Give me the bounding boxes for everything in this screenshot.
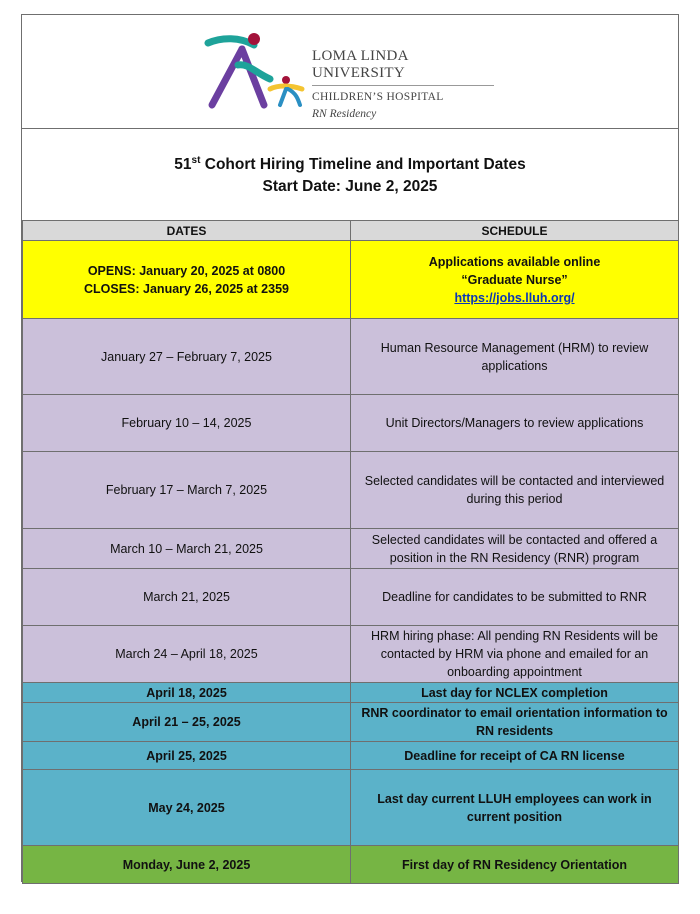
hospital-name: CHILDREN’S HOSPITAL xyxy=(312,91,444,103)
date-cell: Monday, June 2, 2025 xyxy=(23,846,351,884)
schedule-cell: Selected candidates will be contacted and interviewed during this period xyxy=(351,452,679,529)
cohort-suffix: st xyxy=(191,155,201,166)
schedule-cell: Selected candidates will be contacted and offered a position in the RN Residency (RNR) program xyxy=(351,529,679,569)
job-title: “Graduate Nurse” xyxy=(461,272,568,287)
title-line-1 xyxy=(22,155,678,174)
date-cell: March 24 – April 18, 2025 xyxy=(23,626,351,683)
title-text: Cohort Hiring Timeline and Important Dates xyxy=(200,156,526,174)
schedule-cell: RNR coordinator to email orientation information to RN residents xyxy=(351,703,679,742)
table-row xyxy=(23,529,679,569)
date-cell: May 24, 2025 xyxy=(23,770,351,846)
table-row xyxy=(23,846,679,884)
hospital-wordmark xyxy=(312,48,494,120)
table-row xyxy=(23,626,679,683)
schedule-cell: First day of RN Residency Orientation xyxy=(351,846,679,884)
date-cell: April 18, 2025 xyxy=(23,683,351,703)
table-header-row xyxy=(23,221,679,241)
schedule-cell: Last day for NCLEX completion xyxy=(351,683,679,703)
document-title xyxy=(22,128,678,221)
table-row xyxy=(23,703,679,742)
date-cell: January 27 – February 7, 2025 xyxy=(23,319,351,395)
schedule-cell: Last day current LLUH employees can work in current position xyxy=(351,770,679,846)
jobs-link[interactable]: https://jobs.lluh.org/ xyxy=(454,290,575,305)
program-name: RN Residency xyxy=(312,108,377,120)
opens-date: OPENS: January 20, 2025 at 0800 xyxy=(87,263,286,278)
dates-column-header: DATES xyxy=(23,221,351,241)
date-cell: March 21, 2025 xyxy=(23,569,351,626)
schedule-column-header: SCHEDULE xyxy=(351,221,679,241)
schedule-cell: Deadline for candidates to be submitted to RNR xyxy=(351,569,679,626)
schedule-cell xyxy=(351,241,679,319)
date-cell: February 10 – 14, 2025 xyxy=(23,395,351,452)
university-name: LOMA LINDA UNIVERSITY xyxy=(312,48,494,86)
date-cell: March 10 – March 21, 2025 xyxy=(23,529,351,569)
document-frame xyxy=(21,14,679,882)
table-row xyxy=(23,241,679,319)
date-cell xyxy=(23,241,351,319)
date-cell: April 21 – 25, 2025 xyxy=(23,703,351,742)
logo-header xyxy=(22,15,678,129)
start-date: Start Date: June 2, 2025 xyxy=(262,178,438,196)
schedule-text: Applications available online xyxy=(428,254,601,269)
schedule-cell: HRM hiring phase: All pending RN Residents will be contacted by HRM via phone and emailed for an onboarding appointment xyxy=(351,626,679,683)
schedule-cell: Human Resource Management (HRM) to review applications xyxy=(351,319,679,395)
schedule-cell: Unit Directors/Managers to review applications xyxy=(351,395,679,452)
table-row xyxy=(23,569,679,626)
closes-date: CLOSES: January 26, 2025 at 2359 xyxy=(84,281,289,296)
table-row xyxy=(23,319,679,395)
table-row xyxy=(23,742,679,770)
table-row xyxy=(23,683,679,703)
cohort-number: 51 xyxy=(174,156,192,174)
hospital-logo-icon xyxy=(204,33,310,111)
table-row xyxy=(23,770,679,846)
date-cell: February 17 – March 7, 2025 xyxy=(23,452,351,529)
schedule-cell: Deadline for receipt of CA RN license xyxy=(351,742,679,770)
table-row xyxy=(23,452,679,529)
hiring-timeline-table xyxy=(22,220,679,884)
table-row xyxy=(23,395,679,452)
date-cell: April 25, 2025 xyxy=(23,742,351,770)
